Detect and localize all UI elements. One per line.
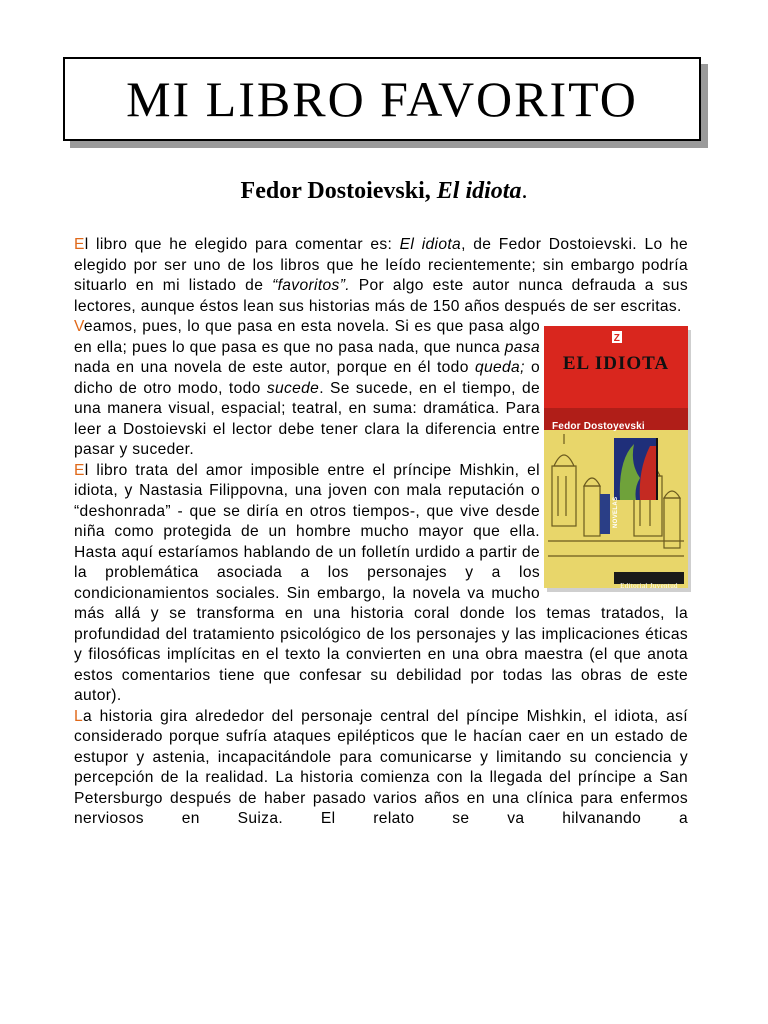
paragraph-initial: V [74, 318, 84, 335]
paragraph-initial: E [74, 461, 85, 479]
paragraph-initial: L [74, 707, 84, 725]
paragraph-initial: E [74, 236, 85, 253]
cover-series: NOVELAS [613, 496, 619, 528]
book-cover-image [544, 326, 688, 588]
title-box [63, 57, 701, 141]
page-title: MI LIBRO FAVORITO [126, 71, 638, 127]
paragraph-text: eamos, pues, lo que pasa en esta novela. Si es que pasa algo en ella; pues lo que pasa es que no pasa nada, que nunca [74, 318, 540, 356]
paragraph-4 [74, 707, 688, 830]
paragraph-italic: El idiota [399, 236, 462, 253]
cover-publisher: Editorial Juventud [620, 582, 678, 588]
paragraph-text: Por algo este autor nunca defrauda a sus lectores, aunque éstos lean sus historias más de 150 años después de ser escritas. [74, 277, 688, 315]
series-mark-icon: Z [613, 333, 621, 344]
cover-title: EL IDIOTA [562, 353, 670, 374]
paragraph-text: a historia gira alrededor del personaje central del píncipe Mishkin, el idiota, así considerado porque sufría ataques epilépticos que le hacían caer en un estado de estupor y astenia, incapacitándole para comunicarse y limitando su conciencia y percepción de la realidad. La historia comienza con la llegada del príncipe a San Petersburgo después de haber pasado varios años en una clínica para enfermos nerviosos en Suiza. El relato se va hilvanando a [74, 707, 688, 827]
paragraph-text: l libro trata del amor imposible entre el príncipe Mishkin, el idiota, y Nastasia Filippovna, una joven con mala reputación o “deshonrada” - que se diría en otros tiempos-, que vive desde niña como protegida de un hombre mucho mayor que ella. Hasta aquí estaríamos hablando de un folletín urdido a partir de la problemática asociada a los personajes y a los condicionamientos sociales. Sin embargo, la novela va mucho más allá y se transforma en una historia coral donde los temas tratados, la profundidad del tratamiento psicológico de los personajes y las implicaciones éticas y filosóficas implícitas en el texto la convierten en una obra maestra (el que anota estos comentarios tiene que confesar su debilidad por todas las obras de este autor). [74, 461, 688, 704]
paragraph-italic: sucede [266, 379, 320, 397]
subtitle-author: Fedor Dostoievski, [240, 178, 431, 204]
subtitle-dot: . [521, 178, 528, 204]
paragraph-italic: queda; [474, 359, 525, 376]
paragraph-text: . Se sucede, en el tiempo, de una manera visual, espacial; teatral, en suma: dramática. Para leer a Dostoievski el lector debe tener clara la diferencia entre pasar y suceder. [74, 379, 540, 458]
paragraph-text: o dicho de otro modo, todo [74, 359, 540, 397]
subtitle [0, 178, 768, 205]
subtitle-book: El idiota [436, 178, 522, 204]
paragraph-text: l libro que he elegido para comentar es: [84, 236, 400, 253]
article-body [74, 235, 688, 830]
paragraph-text: , de Fedor Dostoievski. Lo he elegido por ser uno de los libros que he leído recientemente; sin embargo podría situarlo en mi listado de [74, 236, 688, 294]
paragraph-italic: “favoritos”. [272, 277, 350, 294]
cover-author: Fedor Dostoyevski [552, 421, 645, 432]
paragraph-italic: pasa [504, 338, 540, 356]
paragraph-1 [74, 235, 688, 317]
paragraph-text: nada en una novela de este autor, porque en él todo [74, 359, 475, 376]
